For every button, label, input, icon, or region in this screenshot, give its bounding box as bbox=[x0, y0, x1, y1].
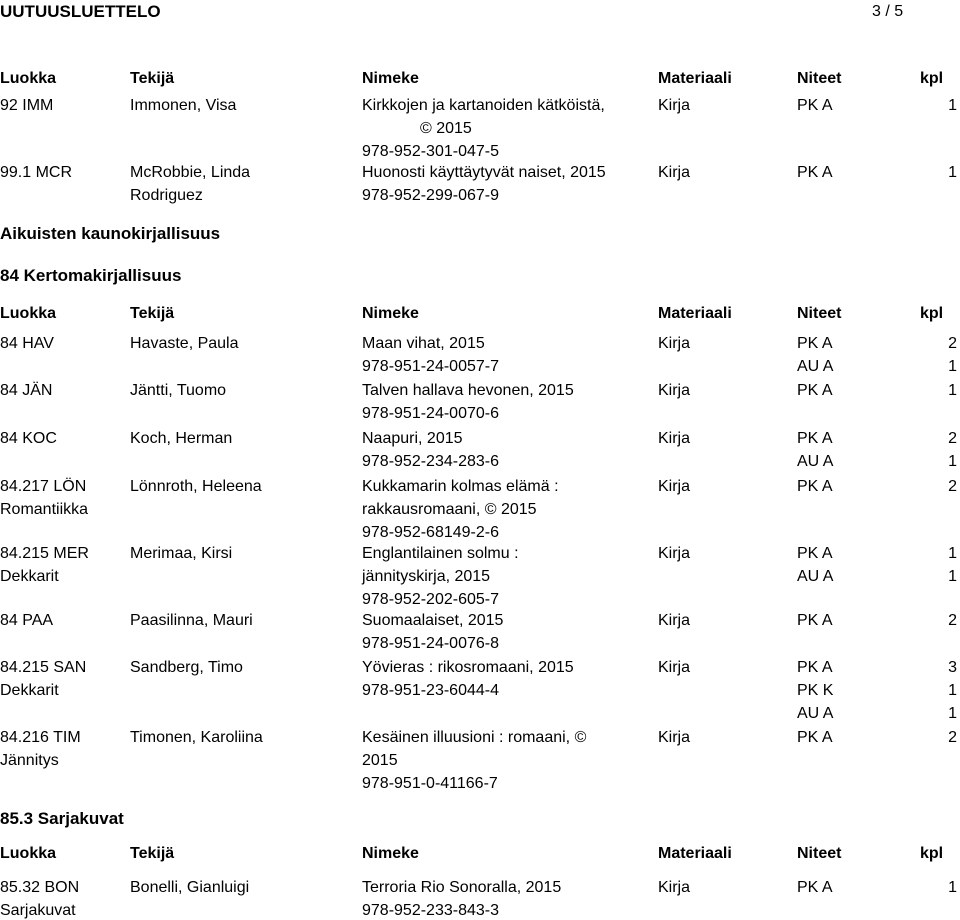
kpl-cell: 3 bbox=[948, 659, 957, 676]
nimeke-cell: Kukkamarin kolmas elämä : bbox=[362, 478, 559, 495]
nimeke-cell: Suomaalaiset, 2015 bbox=[362, 612, 504, 629]
kpl-cell: 1 bbox=[948, 568, 957, 585]
tekija-cell: Paasilinna, Mauri bbox=[130, 612, 253, 629]
column-header-niteet: Niteet bbox=[797, 845, 842, 862]
materiaali-cell: Kirja bbox=[658, 97, 691, 114]
materiaali-cell: Kirja bbox=[658, 729, 691, 746]
nimeke-cell: 978-952-68149-2-6 bbox=[362, 524, 499, 541]
niteet-cell: PK A bbox=[797, 545, 833, 562]
nimeke-cell: 2015 bbox=[362, 752, 398, 769]
kpl-cell: 1 bbox=[948, 545, 957, 562]
column-header-tekijä: Tekijä bbox=[130, 305, 175, 322]
column-header-kpl: kpl bbox=[920, 845, 944, 862]
kpl-cell: 2 bbox=[948, 612, 957, 629]
kpl-cell: 1 bbox=[948, 682, 957, 699]
luokka-cell: 84 JÄN bbox=[0, 382, 53, 399]
materiaali-cell: Kirja bbox=[658, 612, 691, 629]
materiaali-cell: Kirja bbox=[658, 659, 691, 676]
column-header-luokka: Luokka bbox=[0, 305, 57, 322]
nimeke-cell: Maan vihat, 2015 bbox=[362, 335, 485, 352]
luokka-cell: Dekkarit bbox=[0, 682, 59, 699]
luokka-cell: 84 PAA bbox=[0, 612, 54, 629]
kpl-cell: 1 bbox=[948, 358, 957, 375]
nimeke-cell: 978-952-299-067-9 bbox=[362, 187, 499, 204]
kpl-cell: 1 bbox=[948, 453, 957, 470]
tekija-cell: Jäntti, Tuomo bbox=[130, 382, 227, 399]
tekija-cell: Merimaa, Kirsi bbox=[130, 545, 233, 562]
column-header-luokka: Luokka bbox=[0, 70, 57, 87]
nimeke-cell: © 2015 bbox=[420, 120, 472, 137]
kpl-cell: 1 bbox=[948, 164, 957, 181]
page-number: 3 / 5 bbox=[872, 3, 904, 20]
kpl-cell: 2 bbox=[948, 478, 957, 495]
luokka-cell: Jännitys bbox=[0, 752, 59, 769]
section-heading: 85.3 Sarjakuvat bbox=[0, 809, 124, 828]
materiaali-cell: Kirja bbox=[658, 545, 691, 562]
column-header-tekijä: Tekijä bbox=[130, 70, 175, 87]
niteet-cell: AU A bbox=[797, 568, 834, 585]
nimeke-cell: jännityskirja, 2015 bbox=[362, 568, 491, 585]
nimeke-cell: 978-951-24-0057-7 bbox=[362, 358, 499, 375]
kpl-cell: 1 bbox=[948, 382, 957, 399]
tekija-cell: Lönnroth, Heleena bbox=[130, 478, 262, 495]
section-major-heading: Aikuisten kaunokirjallisuus bbox=[0, 224, 221, 243]
kpl-cell: 1 bbox=[948, 97, 957, 114]
materiaali-cell: Kirja bbox=[658, 879, 691, 896]
nimeke-cell: Talven hallava hevonen, 2015 bbox=[362, 382, 574, 399]
niteet-cell: AU A bbox=[797, 705, 834, 722]
luokka-cell: Dekkarit bbox=[0, 568, 59, 585]
column-header-luokka: Luokka bbox=[0, 845, 57, 862]
column-header-materiaali: Materiaali bbox=[658, 305, 732, 322]
nimeke-cell: 978-952-233-843-3 bbox=[362, 902, 499, 919]
luokka-cell: 92 IMM bbox=[0, 97, 54, 114]
luokka-cell: 84.215 MER bbox=[0, 545, 89, 562]
nimeke-cell: 978-951-23-6044-4 bbox=[362, 682, 499, 699]
nimeke-cell: Naapuri, 2015 bbox=[362, 430, 463, 447]
tekija-cell: Bonelli, Gianluigi bbox=[130, 879, 250, 896]
column-header-niteet: Niteet bbox=[797, 70, 842, 87]
nimeke-cell: Yövieras : rikosromaani, 2015 bbox=[362, 659, 574, 676]
luokka-cell: 84 HAV bbox=[0, 335, 54, 352]
column-header-tekijä: Tekijä bbox=[130, 845, 175, 862]
page-title: UUTUUSLUETTELO bbox=[0, 2, 161, 21]
niteet-cell: PK A bbox=[797, 478, 833, 495]
nimeke-cell: 978-951-0-41166-7 bbox=[362, 775, 498, 792]
tekija-cell: Immonen, Visa bbox=[130, 97, 237, 114]
nimeke-cell: Terroria Rio Sonoralla, 2015 bbox=[362, 879, 562, 896]
column-header-nimeke: Nimeke bbox=[362, 305, 419, 322]
tekija-cell: Koch, Herman bbox=[130, 430, 233, 447]
kpl-cell: 1 bbox=[948, 879, 957, 896]
niteet-cell: PK A bbox=[797, 430, 833, 447]
nimeke-cell: Huonosti käyttäytyvät naiset, 2015 bbox=[362, 164, 606, 181]
column-header-kpl: kpl bbox=[920, 305, 944, 322]
niteet-cell: PK K bbox=[797, 682, 834, 699]
luokka-cell: Sarjakuvat bbox=[0, 902, 76, 919]
materiaali-cell: Kirja bbox=[658, 164, 691, 181]
luokka-cell: 99.1 MCR bbox=[0, 164, 73, 181]
nimeke-cell: 978-951-24-0076-8 bbox=[362, 635, 499, 652]
column-header-kpl: kpl bbox=[920, 70, 944, 87]
niteet-cell: PK A bbox=[797, 335, 833, 352]
niteet-cell: PK A bbox=[797, 97, 833, 114]
materiaali-cell: Kirja bbox=[658, 382, 691, 399]
tekija-cell: Havaste, Paula bbox=[130, 335, 239, 352]
kpl-cell: 2 bbox=[948, 430, 957, 447]
luokka-cell: 84.215 SAN bbox=[0, 659, 87, 676]
niteet-cell: AU A bbox=[797, 453, 834, 470]
niteet-cell: PK A bbox=[797, 382, 833, 399]
column-header-nimeke: Nimeke bbox=[362, 70, 419, 87]
tekija-cell: McRobbie, Linda bbox=[130, 164, 251, 181]
niteet-cell: PK A bbox=[797, 729, 833, 746]
nimeke-cell: 978-951-24-0070-6 bbox=[362, 405, 499, 422]
kpl-cell: 1 bbox=[948, 705, 957, 722]
nimeke-cell: 978-952-234-283-6 bbox=[362, 453, 499, 470]
tekija-cell: Sandberg, Timo bbox=[130, 659, 243, 676]
materiaali-cell: Kirja bbox=[658, 430, 691, 447]
niteet-cell: PK A bbox=[797, 164, 833, 181]
niteet-cell: PK A bbox=[797, 659, 833, 676]
niteet-cell: AU A bbox=[797, 358, 834, 375]
column-header-materiaali: Materiaali bbox=[658, 70, 732, 87]
nimeke-cell: 978-952-301-047-5 bbox=[362, 143, 499, 160]
niteet-cell: PK A bbox=[797, 879, 833, 896]
kpl-cell: 2 bbox=[948, 729, 957, 746]
column-header-niteet: Niteet bbox=[797, 305, 842, 322]
nimeke-cell: Kesäinen illuusioni : romaani, © bbox=[362, 729, 587, 746]
luokka-cell: 84.217 LÖN bbox=[0, 478, 87, 495]
luokka-cell: Romantiikka bbox=[0, 501, 89, 518]
tekija-cell: Rodriguez bbox=[130, 187, 203, 204]
nimeke-cell: Englantilainen solmu : bbox=[362, 545, 519, 562]
nimeke-cell: Kirkkojen ja kartanoiden kätköistä, bbox=[362, 97, 605, 114]
luokka-cell: 84.216 TIM bbox=[0, 729, 81, 746]
materiaali-cell: Kirja bbox=[658, 478, 691, 495]
column-header-materiaali: Materiaali bbox=[658, 845, 732, 862]
niteet-cell: PK A bbox=[797, 612, 833, 629]
nimeke-cell: 978-952-202-605-7 bbox=[362, 591, 499, 608]
column-header-nimeke: Nimeke bbox=[362, 845, 419, 862]
luokka-cell: 84 KOC bbox=[0, 430, 57, 447]
materiaali-cell: Kirja bbox=[658, 335, 691, 352]
nimeke-cell: rakkausromaani, © 2015 bbox=[362, 501, 537, 518]
kpl-cell: 2 bbox=[948, 335, 957, 352]
tekija-cell: Timonen, Karoliina bbox=[130, 729, 263, 746]
luokka-cell: 85.32 BON bbox=[0, 879, 80, 896]
section-heading: 84 Kertomakirjallisuus bbox=[0, 266, 182, 285]
